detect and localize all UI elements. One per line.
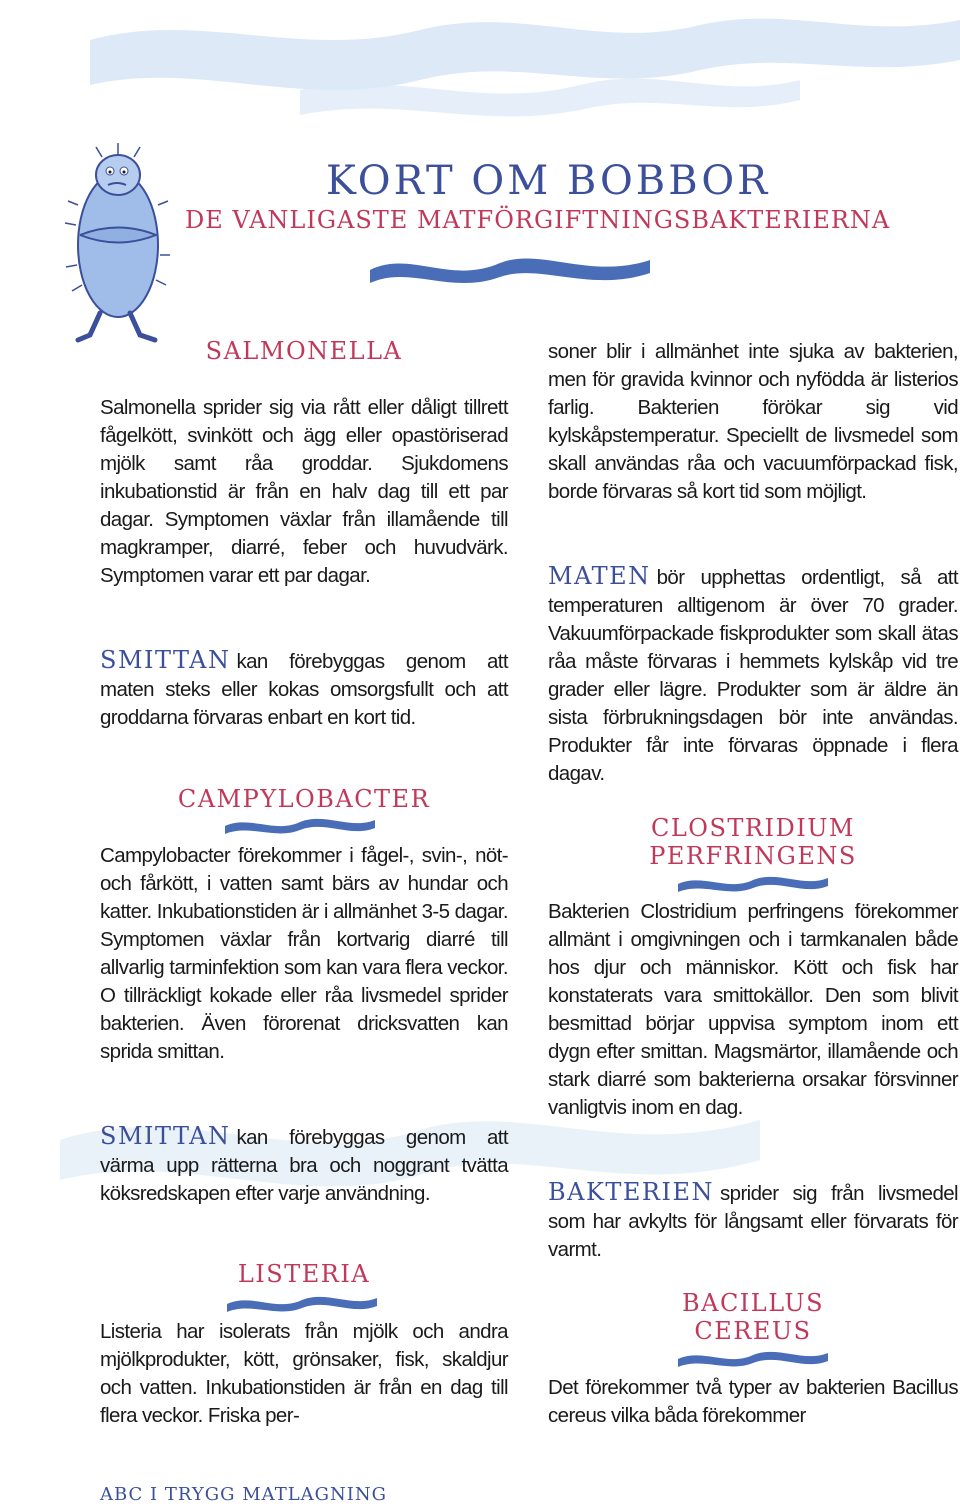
bacillus-heading-line2: CEREUS [694,1317,812,1345]
clostridium-body: Bakterien Clostridium perfringens förekommer allmänt i omgivningen och i tarmkanalen både hos djur och människor. Kött och fisk har konstaterats vara smittokällor. Den som blivit besmittad börjar uppvisa symptom inom ett dygn efter smittan. Magsmärtor, illamående och stark diarré som bakterierna orsakar försvinner vanligtvis inom en dag. [548,900,958,1119]
campylobacter-lead: SMITTAN [100,1122,231,1150]
salmonella-heading: SALMONELLA [205,337,403,365]
campylobacter-heading: CAMPYLOBACTER [177,785,431,813]
title-wave-icon [360,245,660,290]
bacillus-heading-line1: BACILLUS [681,1289,825,1317]
campylobacter-lead-text: kan förebyggas genom att värma upp rätterna bra och noggrant tvätta köksredskapen efter varje användning. [100,1126,508,1205]
clostridium-lead-text: sprider sig från livsmedel som har avkylts för långsamt eller förvarats för varmt. [548,1182,958,1261]
bacillus-body: Det förekommer två typer av bakterien Bacillus cereus vilka båda förekommer [548,1376,958,1427]
bacillus-heading [548,1289,958,1345]
top-wave-decoration [0,0,960,150]
clostridium-spread [548,1178,958,1264]
footer-text: ABC I TRYGG MATLAGNING [100,1484,388,1505]
campylobacter-prevention [100,1122,508,1208]
bacillus-wave-icon [668,1345,838,1371]
listeria-heading: LISTERIA [237,1260,371,1288]
listeria-food-advice [548,562,958,788]
clostridium-heading-line1: CLOSTRIDIUM [651,814,855,842]
salmonella-prevention [100,646,508,732]
page-subtitle: DE VANLIGASTE MATFÖRGIFTNINGSBAKTERIERNA [185,206,891,234]
listeria-lead: MATEN [548,562,651,590]
salmonella-lead: SMITTAN [100,646,231,674]
campylobacter-wave-icon [220,812,380,838]
bacteria-mascot-icon [60,135,170,345]
page-title: KORT OM BOBBOR [326,158,771,204]
listeria-body-part1: Listeria har isolerats från mjölk och andra mjölkprodukter, kött, grönsaker, fisk, skaldjur och vatten. Inkubationstiden är från en dag till flera veckor. Friska per- [100,1320,508,1427]
listeria-wave-icon [222,1290,382,1316]
campylobacter-body: Campylobacter förekommer i fågel-, svin-, nöt- och fårkött, i vatten samt bärs av hundar och katter. Inkubationstiden är i allmänhet 3-5 dagar. Symptomen växlar från kortvarig diarré till allvarlig tarminfektion som kan vara flera veckor. O tillräckligt kokade eller råa livsmedel sprider bakterien. Även förorenat dricksvatten kan sprida smittan. [100,844,508,1063]
salmonella-body: Salmonella sprider sig via rått eller dåligt tillrett fågelkött, svinkött och ägg eller opastöriserad mjölk samt råa groddar. Sjukdomens inkubationstid är från en halv dag till ett par dagar. Symptomen växlar från illamående till magkramper, diarré, feber och huvudvärk. Symptomen varar ett par dagar. [100,396,508,587]
clostridium-lead: BAKTERIEN [548,1178,714,1206]
clostridium-heading [548,814,958,870]
listeria-body-part2: soner blir i allmänhet inte sjuka av bakterien, men för gravida kvinnor och nyfödda är listerios farlig. Bakterien förökar sig vid kylskåpstemperatur. Speciellt de livsmedel som skall användas råa och vacuumförpackad fisk, borde förvaras så kort tid som möjligt. [548,340,958,503]
listeria-lead-text: bör upphettas ordentligt, så att temperaturen alltigenom är över 70 grader. Vakuumförpackade fiskprodukter som skall ätas råa måste förvaras i hemmets kylskåp vid tre grader eller lägre. Produkter som är äldre än sista förbrukningsdagen bör inte användas. Produkter får inte förvaras öppnade i flera dagav. [548,566,958,785]
clostridium-wave-icon [668,870,838,896]
salmonella-lead-text: kan förebyggas genom att maten steks eller kokas omsorgsfullt och att groddarna förvaras enbart en kort tid. [100,650,508,729]
clostridium-heading-line2: PERFRINGENS [649,842,857,870]
